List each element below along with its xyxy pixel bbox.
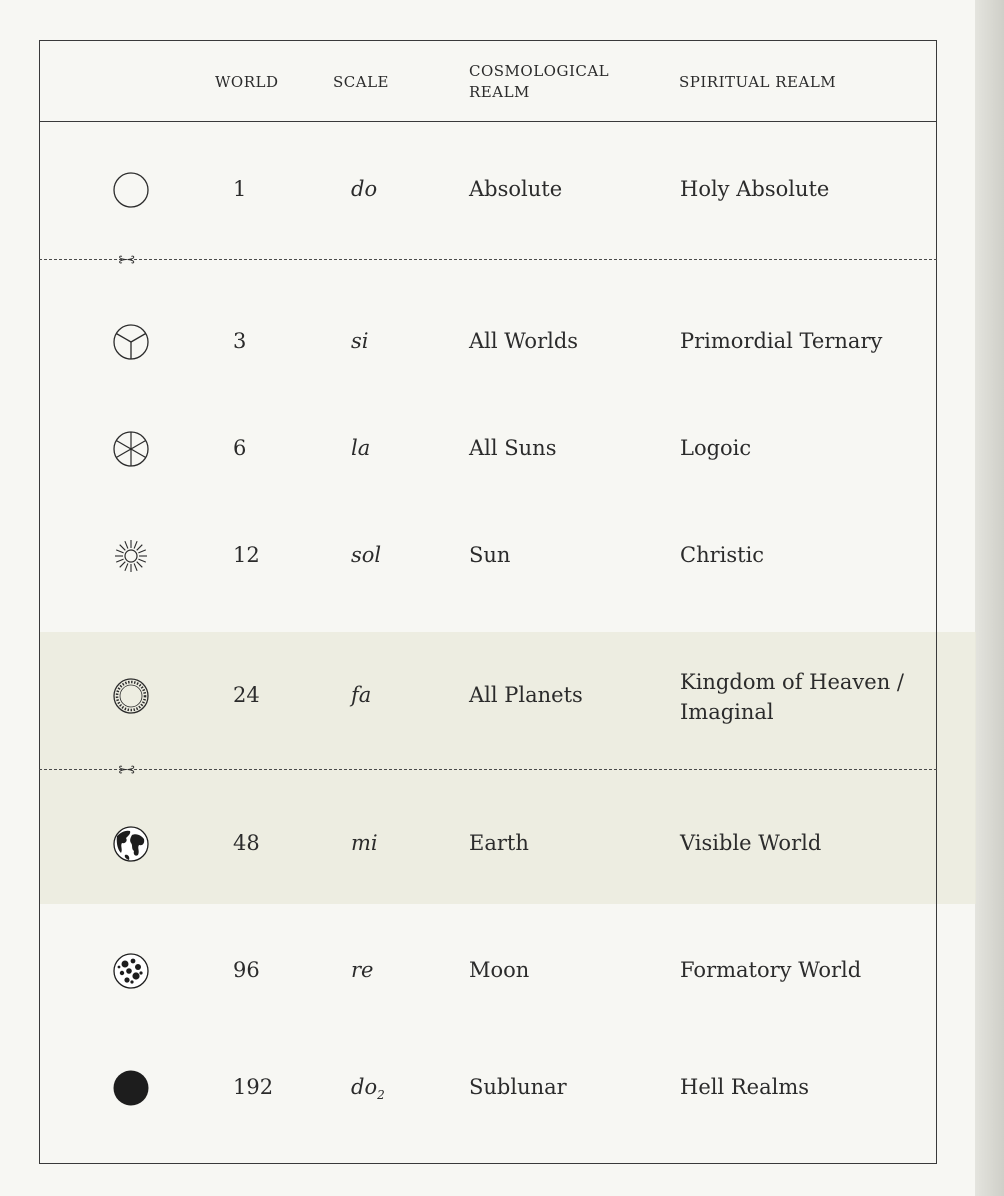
beaded-circle-icon: [111, 676, 151, 716]
sun-rays-icon: [111, 536, 151, 576]
scale-value: mi: [351, 831, 378, 855]
shock-line-lower: [39, 769, 937, 770]
world-value: 192: [233, 1075, 274, 1099]
world-value: 48: [233, 831, 260, 855]
table-row: [39, 525, 937, 585]
cosmological-value: All Worlds: [469, 329, 579, 353]
shock-mark-upper: ⊱⊰: [118, 253, 135, 266]
shock-line-upper: [39, 259, 937, 260]
ternary-circle-icon: [111, 322, 151, 362]
spiritual-value: Hell Realms: [680, 1075, 810, 1099]
scale-value: sol: [351, 543, 382, 567]
header-world: WORLD: [215, 73, 279, 91]
scale-subscript: 2: [377, 1088, 385, 1103]
cosmological-value: All Planets: [469, 683, 583, 707]
world-value: 12: [233, 543, 260, 567]
scale-base: do: [351, 1075, 378, 1099]
table-row: [39, 159, 937, 219]
header-spiritual-realm: SPIRITUAL REALM: [679, 73, 837, 91]
header-divider: [39, 121, 937, 122]
scale-value: si: [351, 329, 369, 353]
empty-circle-icon: [111, 170, 151, 210]
spiritual-value: Holy Absolute: [680, 177, 830, 201]
world-value: 24: [233, 683, 260, 707]
world-value: 1: [233, 177, 247, 201]
header-cosmological-realm: COSMOLOGICAL REALM: [469, 62, 610, 101]
table-row: [39, 418, 937, 478]
spiritual-value: Kingdom of Heaven / Imaginal: [680, 670, 904, 724]
scale-value: re: [351, 958, 374, 982]
cosmological-value: Earth: [469, 831, 529, 855]
world-value: 96: [233, 958, 260, 982]
cosmological-value: Absolute: [469, 177, 563, 201]
spiritual-value: Visible World: [680, 831, 822, 855]
scale-value: do: [351, 177, 378, 201]
scale-value: [351, 1073, 385, 1109]
six-spoke-circle-icon: [111, 429, 151, 469]
world-value: 3: [233, 329, 247, 353]
cosmological-value: Sublunar: [469, 1075, 567, 1099]
table-row: [39, 1057, 937, 1117]
table-row: [39, 940, 937, 1000]
scale-value: fa: [351, 683, 372, 707]
table-row: [39, 665, 937, 725]
cosmological-value: Moon: [469, 958, 530, 982]
cosmological-value: All Suns: [469, 436, 557, 460]
cosmological-value: Sun: [469, 543, 511, 567]
filled-circle-icon: [111, 1068, 151, 1108]
shock-mark-lower: ⊱⊰: [118, 763, 135, 776]
table-row: [39, 813, 937, 873]
spiritual-value: Christic: [680, 543, 765, 567]
spiritual-value: Logoic: [680, 436, 752, 460]
header-scale: SCALE: [333, 73, 389, 91]
scale-value: la: [351, 436, 371, 460]
page-edge: [975, 0, 1004, 1196]
table-row: [39, 311, 937, 371]
world-value: 6: [233, 436, 247, 460]
spiritual-value: Primordial Ternary: [680, 329, 883, 353]
earth-globe-icon: [111, 824, 151, 864]
moon-icon: [111, 951, 151, 991]
spiritual-value: Formatory World: [680, 958, 862, 982]
